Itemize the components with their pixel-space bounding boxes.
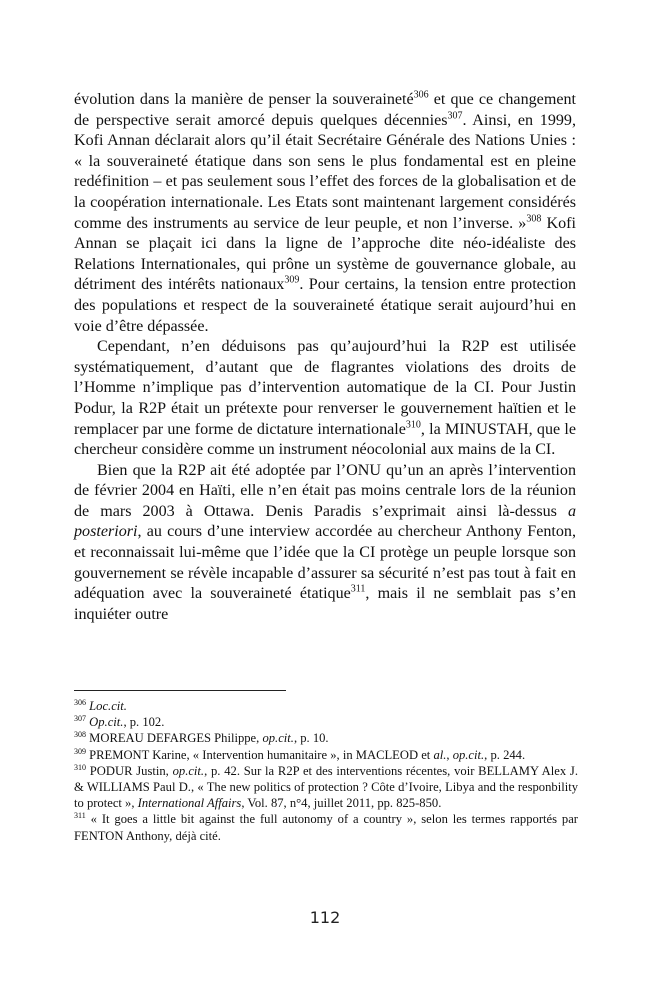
text-run: PODUR Justin, bbox=[86, 763, 173, 778]
text-run: , mais il ne semblait pas s’en inquiéter outre bbox=[74, 585, 576, 623]
text-run: , bbox=[446, 747, 453, 762]
text-run: . Ainsi, en 1999, Kofi Annan déclarait alors qu’il était Secrétaire Générale des Nations Unies : « la souveraineté étatique dans son sens le plus fondamental est en pleine redéfinition – et pas seulement sous l’effet des forces de la globalisation et de la coopération internationale. Les Etats sont maintenant largement considérés comme des instruments au service de leur peuple, et non l’inverse. » bbox=[74, 111, 576, 232]
italic-text: International Affairs bbox=[137, 796, 242, 811]
footnote bbox=[74, 730, 578, 746]
text-run: et que ce changement de perspective serait amorcé depuis quelques décennies bbox=[74, 91, 576, 129]
footnote-marker: 309 bbox=[284, 274, 300, 286]
text-run: , p. 10. bbox=[293, 731, 329, 746]
footnote-separator bbox=[74, 690, 286, 691]
footnote bbox=[74, 811, 578, 843]
italic-text: op.cit. bbox=[172, 763, 205, 778]
footnote bbox=[74, 714, 578, 730]
text-run: . Pour certains, la tension entre protection des populations et respect de la souveraineté étatique serait aujourd’hui en voie d’être dépassée. bbox=[74, 276, 577, 335]
text-run: Cependant, n’en déduisons pas qu’aujourd’hui la R2P est utilisée systématiquement, d’autant que de flagrantes violations des droits de l’Homme n’implique pas d’intervention automatique de la CI. Pour Justin Podur, la R2P était un prétexte pour renverser le gouvernement haïtien et le remplacer par une forme de dictature internationale bbox=[74, 338, 576, 438]
italic-text: op.cit. bbox=[262, 731, 294, 746]
text-run: , Vol. 87, n°4, juillet 2011, pp. 825-850. bbox=[241, 796, 442, 811]
text-run: PREMONT Karine, « Intervention humanitaire », in MACLEOD et bbox=[86, 747, 434, 762]
text-run: , p. 42. Sur la R2P et des interventions récentes, voir BELLAMY Alex J. & WILLIAMS Paul D., « The new politics of protection ? Côte d’Ivoire, Libya and the responbility to protect », bbox=[74, 763, 578, 811]
text-run: MOREAU DEFARGES Philippe, bbox=[86, 731, 263, 746]
text-run: Bien que la R2P ait été adoptée par l’ONU qu’un an après l’intervention de février 2004 en Haïti, elle n’en était pas moins centrale lors de la réunion de mars 2003 à Ottawa. Denis Paradis s’exprimait ainsi là-dessus bbox=[74, 461, 576, 520]
footnote-marker: 307 bbox=[74, 714, 86, 724]
text-run: , p. 102. bbox=[123, 715, 165, 730]
text-run: , au cours d’une interview accordée au chercheur Anthony Fenton, et reconnaissait lui-même que l’idée que la CI protège un peuple lorsque son gouvernement se révèle incapable d’assurer sa sécurité n’est pas tout à fait en adéquation avec la souveraineté étatique bbox=[74, 523, 576, 603]
paragraph bbox=[74, 337, 576, 461]
footnote-marker: 311 bbox=[350, 583, 366, 595]
paragraph bbox=[74, 461, 576, 626]
page-number: 112 bbox=[309, 908, 341, 927]
text-run: , p. 244. bbox=[484, 747, 526, 762]
footnote-marker: 311 bbox=[74, 811, 86, 821]
italic-text: Loc.cit. bbox=[89, 699, 127, 713]
footnote-marker: 310 bbox=[74, 762, 86, 772]
footnote bbox=[74, 747, 578, 763]
footnote-marker: 308 bbox=[74, 730, 86, 740]
italic-text: al. bbox=[433, 747, 447, 762]
footnote-marker: 308 bbox=[526, 213, 542, 225]
footnote-marker: 306 bbox=[413, 89, 429, 101]
text-run: , la MINUSTAH, que le chercheur considère comme un instrument néocolonial aux mains de la CI. bbox=[74, 420, 576, 459]
footnote-marker: 309 bbox=[74, 746, 86, 756]
text-run: Kofi Annan se plaçait ici dans la ligne de l’approche dite néo-idéaliste des Relations Internationales, qui prône un système de gouvernance globale, au détriment des intérêts nationaux bbox=[74, 214, 576, 294]
italic-text: op.cit. bbox=[452, 747, 485, 762]
italic-text: a posteriori bbox=[74, 502, 576, 541]
footnote bbox=[74, 763, 578, 812]
footnote-marker: 307 bbox=[447, 110, 463, 122]
text-run: évolution dans la manière de penser la souveraineté bbox=[74, 91, 414, 108]
body-text bbox=[74, 90, 576, 625]
footnotes bbox=[74, 698, 578, 844]
footnote-marker: 306 bbox=[74, 697, 86, 707]
footnote-marker: 310 bbox=[405, 419, 421, 431]
italic-text: Op.cit. bbox=[89, 715, 124, 730]
text-run: « It goes a little bit against the full autonomy of a country », selon les termes rapportés par FENTON Anthony, déjà cité. bbox=[74, 812, 578, 843]
paragraph bbox=[74, 90, 576, 337]
footnote bbox=[74, 698, 578, 714]
